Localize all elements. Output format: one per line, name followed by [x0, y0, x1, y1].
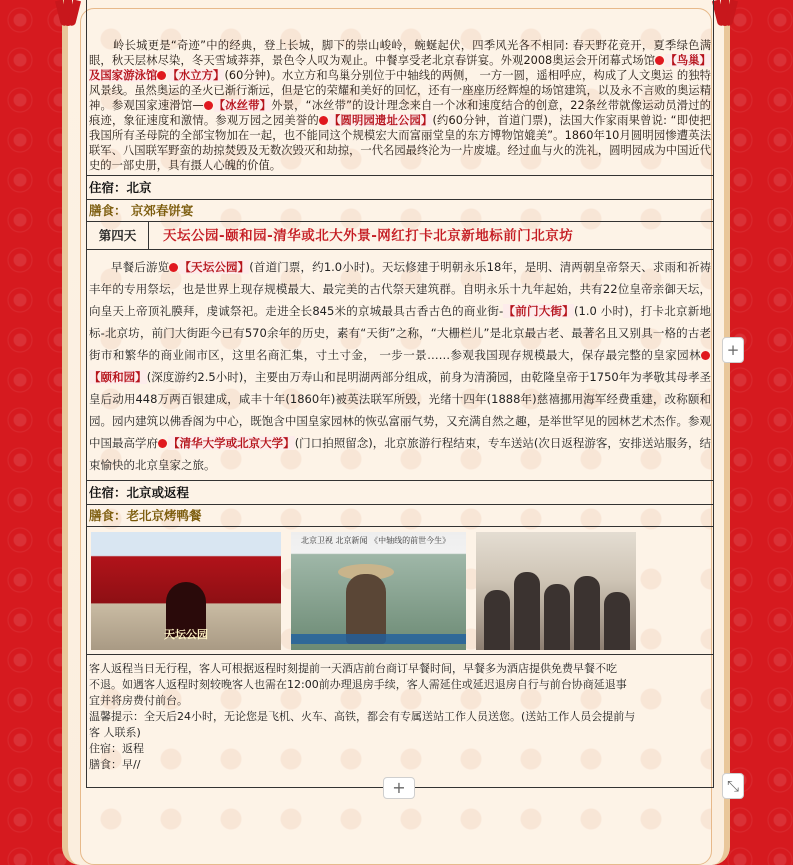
- day4-highlight: 【天坛公园】: [179, 260, 250, 274]
- note-line: 不退。如遇客人返程时刻较晚客人也需在12:00前办理退房手续，客人需延住或延迟退房自行与前台协商延退事: [89, 678, 627, 691]
- note-line: 膳食：早//: [89, 758, 141, 771]
- photo-dining-group: [476, 532, 636, 650]
- note-line: 宜并将房费付前台。: [89, 694, 188, 707]
- day4-title: 天坛公园-颐和园-清华或北大外景-网红打卡北京新地标前门北京坊: [163, 228, 574, 244]
- day3-highlight: 【鸟巢】及国家游泳馆: [89, 54, 711, 82]
- day3-stay: 住宿：北京: [87, 176, 713, 200]
- photo-temple-of-heaven: [91, 532, 281, 650]
- red-dot-icon: [157, 71, 166, 80]
- day3-highlight: 【圆明园遗址公园】: [328, 114, 433, 127]
- day4-highlight: 【清华大学或北京大学】: [168, 436, 295, 450]
- day4-highlight: 【前门大街】: [503, 304, 575, 318]
- day4-text: 早餐后游览: [111, 260, 170, 274]
- note-line: 客 人联系): [89, 726, 141, 739]
- day4-header: [87, 222, 713, 250]
- day3-text: (约60分钟，首道门票)，法国大作家雨果曾说: “即使把我国所有圣母院的全部宝物加在一起，也不能同这个规模宏大而富丽堂皇的东方博物馆媲美”。1860年10月圆明园惨遭英法联军、八国联军野蛮的劫掠焚毁及无数次毁灭和劫掠，一代名园最终沦为一片废墟。经过血与火的洗礼，圆明园成为中国近代史的一部史册，具有摄人心魄的价值。: [89, 114, 711, 172]
- day3-text: 岭长城更是“奇迹”中的经典，登上长城，脚下的崇山峻岭，蜿蜒起伏，四季风光各不相同: 春天野花竞开，夏季绿色满眼，秋天层林尽染，冬天雪域莽莽，景色令人叹为观止。中餐享受老北京春饼宴。外观2008奥运会开闭幕式场馆: [89, 39, 711, 67]
- day3-meal: 膳食： 京郊春饼宴: [87, 200, 713, 222]
- day4-photos: [87, 527, 713, 655]
- add-block-button[interactable]: +: [383, 777, 415, 799]
- ribbon-right-decoration: [715, 0, 735, 28]
- return-day-notes: [87, 655, 713, 788]
- photo1-caption: 天坛公园: [164, 627, 208, 641]
- day4-text: (深度游约2.5小时)，主要由万寿山和昆明湖两部分组成，前身为清漪园，由乾隆皇帝于1750年为孝敬其母孝圣皇后动用448万两百银建成，咸丰十年(1860年)被英法联军所毁，光绪十四年(1888年)慈禧挪用海军经费重建，改称颐和园。园内建筑以佛香阁为中心，既饱含中国皇家园林的恢弘富丽气势，又充满自然之趣，是举世罕见的园林艺术杰作。参观中国最高学府: [89, 370, 712, 450]
- day3-highlight: 【水立方】: [167, 69, 225, 82]
- red-dot-icon: [655, 56, 664, 65]
- red-dot-icon: [204, 101, 213, 110]
- day4-description: [87, 250, 713, 481]
- day3-text: (60分钟)。水立方和鸟巢分别位于中轴线的两侧， 一方一圆，遥相呼应，构成了人文奥运 的独特风景线。虽然奥运的圣火已渐行渐远，但是它的荣耀和美好的回忆，还有一座座历经辉煌的场馆建筑，以及永不言败的奥运精神。参观国家速滑馆—: [89, 69, 711, 112]
- expand-icon[interactable]: ⤡: [722, 773, 744, 799]
- day3-text: 外景，“冰丝带”的设计理念来自一个冰和速度结合的创意，22条丝带就像运动员滑过的痕迹，象征速度和激情。参观万园之园美誉的: [89, 99, 711, 127]
- photo-news-interview: [291, 532, 466, 650]
- photo2-header: 北京卫视 北京新闻 《中轴线的前世今生》: [301, 535, 451, 545]
- red-dot-icon: [701, 351, 710, 360]
- day4-stay: 住宿：北京或返程: [87, 481, 713, 505]
- itinerary-table: [86, 0, 714, 788]
- day4-text: (门口拍照留念)，北京旅游行程结束，专车送站(次日返程游客，安排送站服务，结束愉快的北京皇家之旅。: [89, 436, 712, 472]
- day4-label: 第四天: [87, 222, 149, 249]
- day4-meal: 膳食：老北京烤鸭餐: [87, 505, 713, 527]
- day3-description: [87, 0, 713, 176]
- day3-highlight: 【冰丝带】: [213, 99, 272, 112]
- day4-highlight: 【颐和园】: [89, 370, 147, 384]
- note-line: 住宿：返程: [89, 742, 144, 755]
- note-line: 客人返程当日无行程，客人可根据返程时刻提前一天酒店前台商订早餐时间，早餐多为酒店提供免费早餐不吃: [89, 662, 617, 675]
- add-side-button[interactable]: +: [722, 337, 744, 363]
- day4-text: (首道门票，约1.0小时)。天坛修建于明朝永乐18年，是明、清两朝皇帝祭天、求雨和祈祷丰年的专用祭坛，也是世界上现存规模最大、最完美的古代祭天建筑群。自明永乐十九年起始，共有22位皇帝亲御天坛，向皇天上帝顶礼膜拜，虔诚祭祀。走进全长845米的京城最具古香古色的商业街-: [89, 260, 711, 318]
- red-dot-icon: [319, 116, 328, 125]
- day4-text: (1.0 小时)，打卡北京新地标-北京坊，前门大街距今已有570余年的历史，素有“天街”之称，“大栅栏儿”是北京最古老、最著名且又别具一格的古老街市和繁华的商业闹市区，这里名商汇集，寸土寸金， 一步一景……参观我国现存规模最大，保存最完整的皇家园林: [89, 304, 711, 362]
- ribbon-left-decoration: [58, 0, 78, 28]
- red-dot-icon: [158, 439, 167, 448]
- note-line: 温馨提示：全天后24小时，无论您是飞机、火车、高铁，都会有专属送站工作人员送您。(送站工作人员会提前与: [89, 710, 636, 723]
- red-dot-icon: [169, 263, 178, 272]
